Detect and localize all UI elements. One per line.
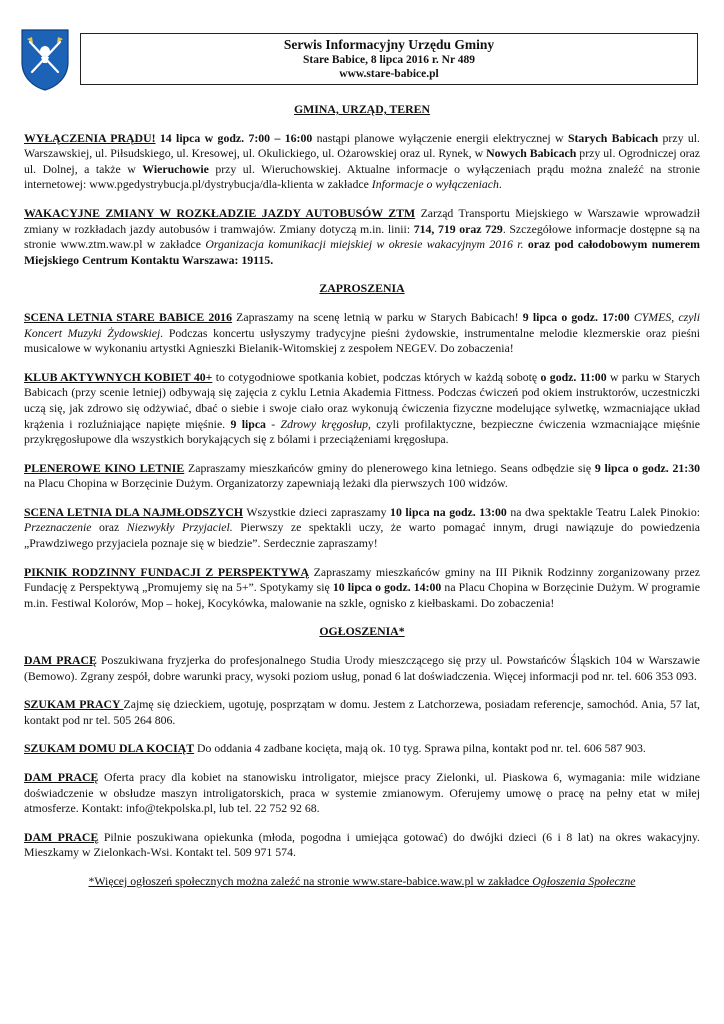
footnote-more-ads: *Więcej ogłoszeń społecznych można zaleźć na stronie www.stare-babice.waw.pl w zakładce Ogłoszenia Społeczne bbox=[88, 873, 636, 888]
newsletter-body bbox=[24, 102, 700, 901]
section-heading-gmina: GMINA, URZĄD, TEREN bbox=[293, 102, 431, 116]
invite-kids-stage: SCENA LETNIA DLA NAJMŁODSZYCH Wszystkie dzieci zapraszamy 10 lipca na godz. 13:00 na dwa spektakle Teatru Lalek Pinokio: Przeznaczenie oraz Niezwykły Przyjaciel. Pierwszy ze spektakli uczy, że warto pomagać innym, drugi nawiązuje do powiedzenia „Prawdziwego przyjaciela poznaje się w biedzie”. Serdecznie zapraszamy! bbox=[24, 504, 701, 551]
ad-seeking-work: SZUKAM PRACY Zajmę się dzieckiem, ugotuję, posprzątam w domu. Jestem z Latchorzewa, posiadam referencje, samochód. Ania, 57 lat, kontakt pod nr tel. 505 264 806. bbox=[24, 697, 701, 727]
invite-family-picnic: PIKNIK RODZINNY FUNDACJI Z PERSPEKTYWĄ Zapraszamy mieszkańców gminy na III Piknik Rodzinny zorganizowany przez Fundację z Perspektywą „Promujemy się na 5+”. Spotykamy się 10 lipca o godz. 14:00 na Placu Chopina w Borzęcinie Dużym. W programie m.in. Festiwal Kolorów, Mop – hokej, Kocykówka, malowanie na szkle, ognisko z kiełbaskami. Do zobaczenia! bbox=[24, 564, 700, 610]
invite-outdoor-cinema: PLENEROWE KINO LETNIE Zapraszamy mieszkańców gminy do plenerowego kina letniego. Seans odbędzie się 9 lipca o godz. 21:30 na Placu Chopina w Borzęcinie Dużym. Organizatorzy zapewniają leżaki dla pierwszych 100 widzów. bbox=[24, 460, 700, 491]
municipality-crest-icon bbox=[20, 28, 70, 92]
notice-ztm-schedule: WAKACYJNE ZMIANY W ROZKŁADZIE JAZDY AUTOBUSÓW ZTM Zarząd Transportu Miejskiego w Warszawie wprowadził zmiany w rozkładach jazdy autobusów i tramwajów. Zmiany dotyczą m.in. linii: 714, 719 oraz 729. Szczegółowe informacje dostępne są na stronie www.ztm.waw.pl w zakładce Organizacja komunikacji miejskiej w okresie wakacyjnym 2016 r. oraz pod całodobowym numerem Miejskiego Centrum Kontaktu Warszawa: 19115. bbox=[24, 205, 700, 267]
ad-bookbinder-job: DAM PRACĘ Oferta pracy dla kobiet na stanowisku introligator, miejsce pracy Zielonki, ul. Piaskowa 6, wymagania: mile widziane doświadczenie w obsłudze maszyn introligatorskich, praca w systemie zmianowym. Oferujemy umowę o pracę na pełny etat w miłej atmosferze. Kontakt: info@tekpolska.pl, lub tel. 22 752 92 68. bbox=[24, 770, 700, 816]
newsletter-title: Serwis Informacyjny Urzędu Gminy bbox=[283, 37, 495, 52]
invite-summer-stage: SCENA LETNIA STARE BABICE 2016 Zapraszamy na scenę letnią w parku w Starych Babicach! 9 lipca o godz. 17:00 CYMES, czyli Koncert Muzyki Żydowskiej. Podczas koncertu usłyszymy tradycyjne pieśni żydowskie, instrumentalne melodie klezmerskie oraz pieśni musicalowe w wykonaniu artystki Agnieszki Bielanik-Witomskiej z zespołem NEGEV. Do zobaczenia! bbox=[24, 309, 700, 356]
invite-womens-club: KLUB AKTYWNYCH KOBIET 40+ to cotygodniowe spotkania kobiet, podczas których w każdą sobotę o godz. 11:00 w parku w Starych Babicach (przy scenie letniej) odbywają się zajęcia z cyklu Letnia Akademia Fittness. Podczas ćwiczeń pod okiem instruktorów, uczestniczki uczą się, jak zdrowo się odżywiać, dbać o siebie i swoje ciało oraz wykonują ćwiczenia fizyczne modelujące sylwetkę, wzmacniające układ krążenia i rozluźniające napięte mięśnie. 9 lipca - Zdrowy kręgosłup, czyli profilaktyczne, bezpieczne ćwiczenia wzmacniające mięśnie przykręgosłupowe dla wszystkich borykających się z bólami i przeciążeniami kręgosłupa. bbox=[24, 369, 701, 447]
ad-kittens: SZUKAM DOMU DLA KOCIĄT Do oddania 4 zadbane kocięta, mają ok. 10 tyg. Sprawa pilna, kontakt pod nr. tel. 606 587 903. bbox=[24, 741, 646, 756]
issue-info: Stare Babice, 8 lipca 2016 r. Nr 489 bbox=[303, 54, 475, 66]
website-link[interactable]: www.stare-babice.pl bbox=[339, 68, 439, 80]
section-heading-zaproszenia: ZAPROSZENIA bbox=[319, 281, 405, 296]
ad-hairdresser-job: DAM PRACĘ Poszukiwana fryzjerka do profesjonalnego Studia Urody mieszczącego się przy ul. Powstańców Śląskich 104 w Warszawie (Bemowo). Zgrany zespół, dobre warunki pracy, wysoki poziom usług, ponad 6 lat doświadczenia. Więcej informacji pod nr. tel. 606 353 093. bbox=[24, 653, 700, 683]
section-heading-ogloszenia: OGŁOSZENIA* bbox=[319, 624, 405, 639]
newsletter-header bbox=[80, 33, 698, 85]
ad-nanny-job: DAM PRACĘ Pilnie poszukiwana opiekunka (młoda, pogodna i umiejąca gotować) do dwójki dzieci (6 i 8 lat) na okres wakacyjny. Mieszkamy w Zielonkach-Wsi. Kontakt tel. 509 971 574. bbox=[24, 829, 700, 860]
notice-power-outage: WYŁĄCZENIA PRĄDU! 14 lipca w godz. 7:00 – 16:00 nastąpi planowe wyłączenie energii elektrycznej w Starych Babicach przy ul. Warszawskiej, ul. Piłsudskiego, ul. Kresowej, ul. Okulickiego, ul. Ożarowskiej oraz ul. Rynek, w Nowych Babicach przy ul. Ogrodniczej oraz ul. Dolnej, a także w Wieruchowie przy ul. Wieruchowskiej. Aktualne informacje o wyłączeniach prądu można znaleźć na stronie internetowej: www.pgedystrybucja.pl/dystrybucja/dla-klienta w zakładce Informacje o wyłączeniach. bbox=[24, 130, 700, 192]
